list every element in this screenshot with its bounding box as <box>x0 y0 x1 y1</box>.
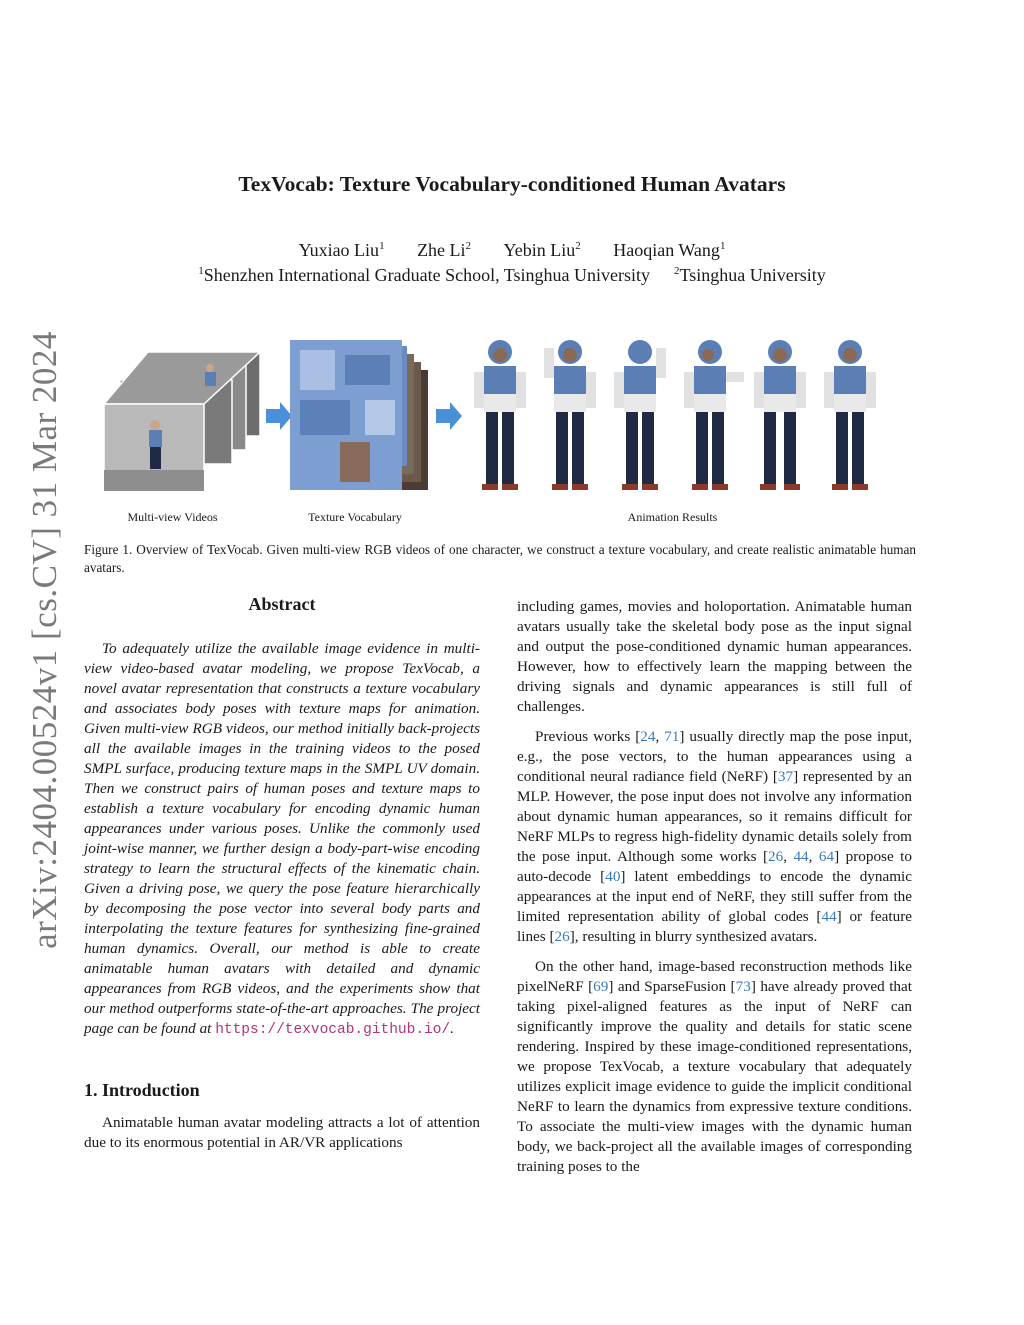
citation-link[interactable]: 26 <box>768 848 784 865</box>
texture-map-stack <box>290 340 428 490</box>
avatar <box>474 340 526 490</box>
figure-label-multiview: Multi-view Videos <box>127 510 218 524</box>
citation-link[interactable]: 26 <box>554 928 570 945</box>
avatar <box>824 340 876 490</box>
avatar <box>754 340 806 490</box>
arxiv-identifier: arXiv:2404.00524v1 [cs.CV] 31 Mar 2024 <box>25 331 64 949</box>
figure-illustration <box>80 330 920 505</box>
paper-title: TexVocab: Texture Vocabulary-conditioned Human Avatars <box>238 172 786 196</box>
citation-link[interactable]: 64 <box>818 848 835 865</box>
body-paragraph: Previous works [24, 71] usually directly map the pose input, e.g., the pose vectors, to the human appearances using a conditional neural radiance field (NeRF) [37] represented by an MLP. However, the pose input does not involve any information about dynamic human appearances, so it remains difficult for NeRF MLPs to regress high-fidelity dynamic details solely from the pose input. Although some works [26, 44, 64] propose to auto-decode [40] latent embeddings to encode the dynamic appearances at the input end of NeRF, they still suffer from the limited representation ability of global codes [44] or feature lines [26], resulting in blurry synthesized avatars. <box>517 728 913 945</box>
citation-link[interactable]: 44 <box>821 908 837 925</box>
author: Haoqian Wang$^1$ <box>613 240 726 260</box>
avatar <box>684 340 744 490</box>
citation-link[interactable]: 44 <box>793 848 809 865</box>
citation-link[interactable]: 71 <box>664 728 680 745</box>
citation-link[interactable]: 73 <box>735 978 751 995</box>
arrow-icon <box>436 402 462 430</box>
affiliation: Shenzhen International Graduate School, Tsinghua University <box>203 265 651 285</box>
left-column <box>84 594 480 1163</box>
intro-paragraph: Animatable human avatar modeling attracts a lot of attention due to its enormous potential in AR/VR applications <box>84 1114 480 1151</box>
project-page-link[interactable]: https://texvocab.github.io/ <box>215 1022 451 1038</box>
body-paragraph: including games, movies and holoportation. Animatable human avatars usually take the skeletal body pose as the input signal and output the pose-conditioned dynamic human appearances. However, how to effectively learn the mapping between the driving signals and dynamic appearances is still full of challenges. <box>517 598 912 715</box>
author: Yebin Liu$^2$ <box>503 240 581 260</box>
abstract-text: To adequately utilize the available image evidence in multi-view video-based avatar modeling, we propose TexVocab, a novel avatar representation that constructs a texture vocabulary and associates body poses with texture maps for animation. Given multi-view RGB videos, our method initially back-projects all the available images in the training videos to the posed SMPL surface, producing texture maps in the SMPL UV domain. Then we construct pairs of human poses and texture maps to establish a texture vocabulary for encoding dynamic human appearances under various poses. Unlike the commonly used joint-wise manner, we further design a body-part-wise encoding strategy to learn the structural effects of the kinematic chain. Given a driving pose, we query the pose feature hierarchically by decomposing the pose vector into several body parts and interpolating the texture features for synthesizing fine-grained human dynamics. Overall, our method is able to create animatable human avatars with detailed and dynamic appearances from RGB videos, and the experiments show that our method outperforms state-of-the-art approaches. The project page can be found at https://texvocab.github.io/. <box>84 640 480 1038</box>
video-frame-stack <box>104 352 260 491</box>
citation-link[interactable]: 24 <box>640 728 656 745</box>
avatar <box>544 340 596 490</box>
arxiv-sidebar <box>20 331 70 949</box>
author-list <box>0 240 1024 261</box>
figure-caption: Figure 1. Overview of TexVocab. Given multi-view RGB videos of one character, we construct a texture vocabulary, and create realistic animatable human avatars. <box>84 542 916 575</box>
figure-label-animation: Animation Results <box>627 510 718 524</box>
author: Yuxiao Liu$^1$ <box>298 240 385 260</box>
author: Zhe Li$^2$ <box>417 240 472 260</box>
introduction-heading: 1. Introduction <box>84 1080 200 1100</box>
abstract-heading: Abstract <box>248 594 316 614</box>
body-paragraph: On the other hand, image-based reconstruction methods like pixelNeRF [69] and SparseFusion [73] have already proved that taking pixel-aligned features as the input of NeRF can significantly improve the quality and details for static scene rendering. Inspired by these image-conditioned representations, we propose TexVocab, a texture vocabulary that adequately utilizes explicit image evidence to guide the implicit conditional NeRF to learn the dynamics from expressive texture conditions. To associate the multi-view images with the dynamic human body, we back-project all the available images of corresponding training poses to the <box>517 958 912 1175</box>
citation-link[interactable]: 40 <box>605 868 621 885</box>
figure-label-texture: Texture Vocabulary <box>308 510 402 524</box>
affiliations: $^1$Shenzhen International Graduate School, Tsinghua University $^2$Tsinghua University <box>198 265 826 285</box>
right-column <box>517 597 912 1187</box>
affiliation: Tsinghua University <box>679 265 826 285</box>
avatar <box>614 340 666 490</box>
arrow-icon <box>266 402 292 430</box>
overview-figure <box>80 330 920 530</box>
citation-link[interactable]: 69 <box>593 978 609 995</box>
citation-link[interactable]: 37 <box>777 768 794 785</box>
